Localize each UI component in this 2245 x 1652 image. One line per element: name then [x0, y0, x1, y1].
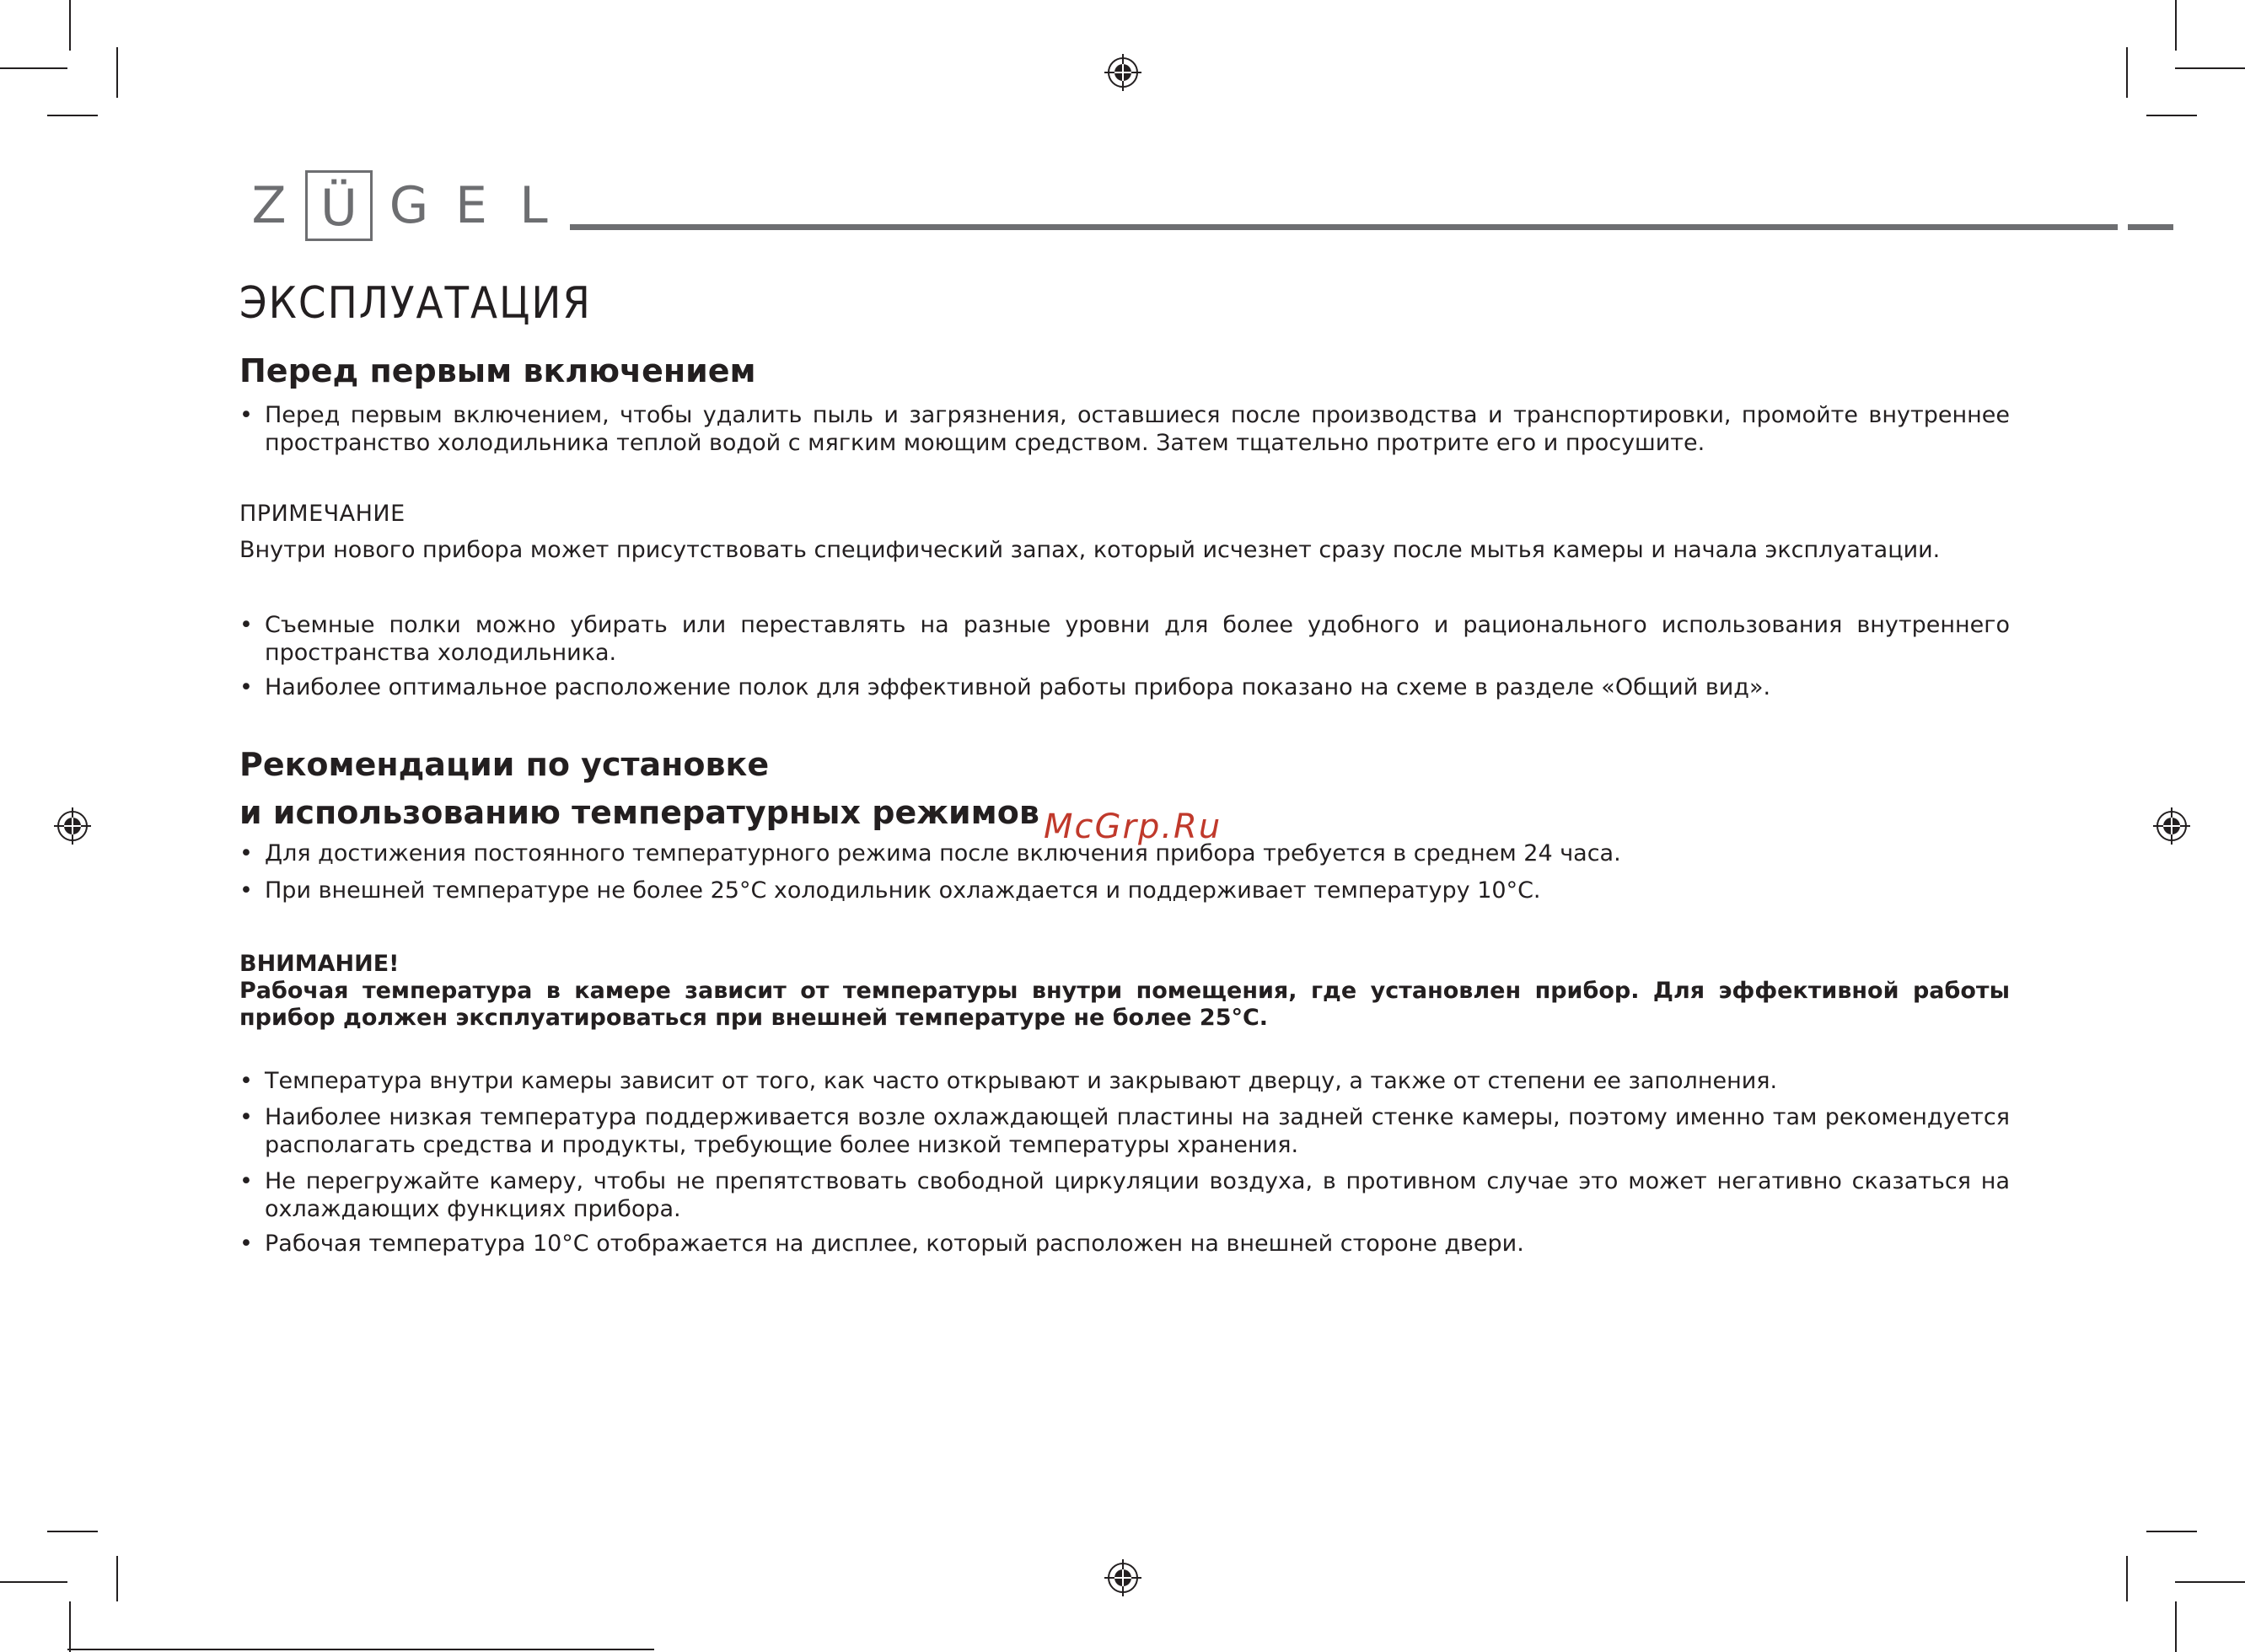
list-item [239, 401, 2010, 457]
crop-mark [2146, 115, 2197, 116]
registration-mark-icon [54, 807, 91, 845]
list-item [239, 1067, 2010, 1095]
list-item-text: Перед первым включением, чтобы удалить пыль и загрязнения, оставшиеся после производства и транспортировки, промойте внутреннее пространство холодильника теплой водой с мягким моющим средством. Затем тщательно протрите его и просушите. [265, 402, 2010, 456]
section-heading-install-line1: Рекомендации по установке [239, 746, 770, 783]
logo-letter: G [389, 176, 429, 235]
crop-mark [2126, 47, 2128, 98]
crop-mark [116, 47, 118, 98]
bullet-icon: • [239, 674, 253, 700]
watermark: McGrp.Ru [1044, 807, 1222, 846]
registration-mark-icon [1104, 54, 1141, 91]
list-item [239, 839, 2010, 867]
bullet-icon: • [239, 1231, 253, 1257]
page-title: ЭКСПЛУАТАЦИЯ [239, 278, 592, 329]
header-rule [570, 224, 2118, 230]
bullet-icon: • [239, 1168, 253, 1194]
list-item-text: Для достижения постоянного температурного режима после включения прибора требуется в среднем 24 часа. [265, 840, 1621, 866]
trim-line [67, 1649, 654, 1650]
list-item-text: При внешней температуре не более 25°С холодильник охлаждается и поддерживает температуру 10°С. [265, 877, 1541, 904]
section-heading-first-use: Перед первым включением [239, 352, 756, 389]
bullet-icon: • [239, 840, 253, 866]
crop-mark [2126, 1556, 2128, 1601]
crop-mark [47, 1531, 98, 1532]
list-item-text: Съемные полки можно убирать или переставлять на разные уровни для более удобного и рационального использования внутреннего пространства холодильника. [265, 612, 2010, 666]
logo-letter: Z [251, 176, 287, 235]
brand-logo [238, 167, 565, 244]
crop-mark [0, 1581, 67, 1583]
logo-letter: E [455, 176, 487, 235]
crop-mark [69, 0, 71, 51]
bullet-icon: • [239, 877, 253, 904]
list-item-text: Температура внутри камеры зависит от того, как часто открывают и закрывают дверцу, а также от степени ее заполнения. [265, 1068, 1778, 1094]
warning-text: Рабочая температура в камере зависит от температуры внутри помещения, где установлен прибор. Для эффективной работы прибор должен эксплуатироваться при внешней температуре не более 25°С. [239, 978, 2010, 1031]
registration-mark-icon [1104, 1559, 1141, 1596]
list-item [239, 1103, 2010, 1159]
bullet-icon: • [239, 612, 253, 638]
crop-mark [2175, 67, 2245, 69]
crop-mark [2175, 1601, 2177, 1652]
list-item [239, 673, 2010, 701]
registration-mark-icon [2153, 807, 2190, 845]
list-item-text: Наиболее низкая температура поддерживается возле охлаждающей пластины на задней стенке камеры, поэтому именно там рекомендуется располагать средства и продукты, требующие более низкой температуры хранения. [265, 1104, 2010, 1158]
crop-mark [2175, 0, 2177, 51]
bullet-icon: • [239, 1068, 253, 1094]
crop-mark [0, 67, 67, 69]
bullet-icon: • [239, 1104, 253, 1130]
list-item-text: Наиболее оптимальное расположение полок для эффективной работы прибора показано на схеме в разделе «Общий вид». [265, 674, 1771, 700]
list-item [239, 611, 2010, 667]
crop-mark [2175, 1581, 2245, 1583]
section-heading-install-line2: и использованию температурных режимов [239, 794, 1039, 831]
crop-mark [69, 1601, 71, 1652]
list-item [239, 877, 2010, 904]
crop-mark [116, 1556, 118, 1601]
list-item [239, 1230, 2010, 1258]
note-text: Внутри нового прибора может присутствовать специфический запах, который исчезнет сразу после мытья камеры и начала эксплуатации. [239, 537, 1941, 563]
warning-label: ВНИМАНИЕ! [239, 951, 400, 977]
bullet-icon: • [239, 402, 253, 428]
crop-mark [2146, 1531, 2197, 1532]
crop-mark [47, 115, 98, 116]
list-item-text: Не перегружайте камеру, чтобы не препятствовать свободной циркуляции воздуха, в противном случае это может негативно сказаться на охлаждающих функциях прибора. [265, 1168, 2010, 1222]
list-item-text: Рабочая температура 10°С отображается на дисплее, который расположен на внешней стороне двери. [265, 1231, 1524, 1257]
logo-letter: L [519, 176, 548, 235]
list-item [239, 1167, 2010, 1223]
note-label: ПРИМЕЧАНИЕ [239, 501, 405, 527]
header-rule-short [2128, 224, 2173, 230]
logo-letter-boxed: Ü [305, 170, 373, 241]
